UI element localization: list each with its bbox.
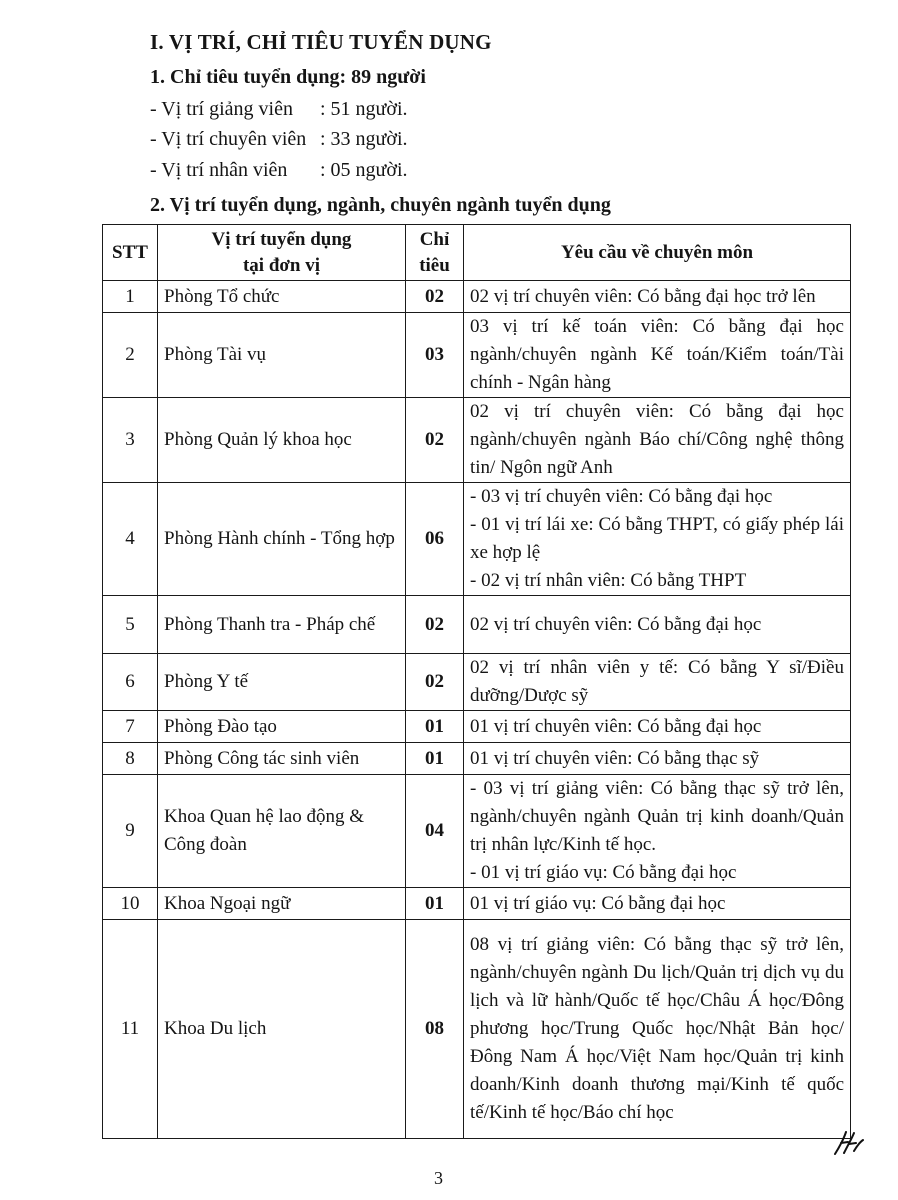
requirement-line: 02 vị trí nhân viên y tế: Có bằng Y sĩ/Điều dưỡng/Dược sỹ: [470, 657, 844, 706]
cell-requirements: [464, 398, 851, 483]
cell-quota: 02: [406, 654, 464, 711]
requirement-line: 01 vị trí chuyên viên: Có bằng đại học: [470, 715, 762, 737]
table-row: [103, 743, 851, 775]
requirement-line: 01 vị trí chuyên viên: Có bằng thạc sỹ: [470, 747, 760, 769]
table-row: [103, 281, 851, 313]
requirement-line: 01 vị trí giáo vụ: Có bằng đại học: [470, 892, 726, 914]
quota-line-value: : 33 người.: [320, 128, 408, 150]
cell-requirements: [464, 711, 851, 743]
cell-quota: 01: [406, 743, 464, 775]
header-quota-line: tiêu: [419, 254, 450, 276]
cell-unit: Phòng Tài vụ: [158, 313, 406, 398]
requirement-line: 02 vị trí chuyên viên: Có bằng đại học ngành/chuyên ngành Báo chí/Công nghệ thông tin/ Ngôn ngữ Anh: [470, 401, 844, 478]
initials-signature: [832, 1128, 866, 1158]
table-header-row: [103, 225, 851, 281]
cell-unit: Phòng Công tác sinh viên: [158, 743, 406, 775]
cell-requirements: [464, 888, 851, 920]
cell-requirements: [464, 920, 851, 1139]
cell-unit: Phòng Y tế: [158, 654, 406, 711]
cell-unit: Khoa Du lịch: [158, 920, 406, 1139]
cell-requirements: [464, 654, 851, 711]
quota-line-label: - Vị trí giảng viên: [150, 98, 293, 120]
cell-quota: 02: [406, 398, 464, 483]
header-requirements: Yêu cầu về chuyên môn: [464, 225, 851, 281]
quota-line-label: - Vị trí chuyên viên: [150, 128, 307, 150]
cell-requirements: [464, 483, 851, 596]
header-quota-line: Chỉ: [419, 228, 450, 250]
table-row: [103, 920, 851, 1139]
page-number: 3: [434, 1168, 443, 1188]
cell-unit: Phòng Hành chính - Tổng hợp: [158, 483, 406, 596]
section-title: I. VỊ TRÍ, CHỈ TIÊU TUYỂN DỤNG: [150, 30, 492, 54]
cell-quota: 01: [406, 711, 464, 743]
cell-requirements: [464, 313, 851, 398]
table-row: [103, 313, 851, 398]
cell-stt: 10: [103, 888, 158, 920]
positions-heading: 2. Vị trí tuyển dụng, ngành, chuyên ngành tuyển dụng: [150, 194, 611, 216]
table-row: [103, 483, 851, 596]
cell-requirements: [464, 281, 851, 313]
cell-requirements: [464, 775, 851, 888]
cell-unit: Phòng Thanh tra - Pháp chế: [158, 596, 406, 654]
table-row: [103, 775, 851, 888]
cell-stt: 2: [103, 313, 158, 398]
table-row: [103, 596, 851, 654]
cell-stt: 3: [103, 398, 158, 483]
cell-stt: 11: [103, 920, 158, 1139]
cell-quota: 02: [406, 596, 464, 654]
requirement-line: - 01 vị trí lái xe: Có bằng THPT, có giấy phép lái xe hợp lệ: [470, 514, 844, 563]
cell-stt: 7: [103, 711, 158, 743]
cell-requirements: [464, 743, 851, 775]
requirement-line: - 02 vị trí nhân viên: Có bằng THPT: [470, 570, 747, 591]
cell-stt: 1: [103, 281, 158, 313]
cell-unit: Phòng Quản lý khoa học: [158, 398, 406, 483]
cell-quota: 01: [406, 888, 464, 920]
cell-stt: 9: [103, 775, 158, 888]
header-unit: [158, 225, 406, 281]
quota-line-staff: [150, 159, 408, 182]
cell-stt: 5: [103, 596, 158, 654]
cell-unit: Phòng Đào tạo: [158, 711, 406, 743]
requirement-line: - 03 vị trí giảng viên: Có bằng thạc sỹ trở lên, ngành/chuyên ngành Quản trị kinh doanh/Quản trị nhân lực/Kinh tế học.: [470, 778, 844, 855]
header-unit-line: Vị trí tuyển dụng: [211, 228, 352, 250]
header-quota: [406, 225, 464, 281]
cell-requirements: [464, 596, 851, 654]
cell-unit: Khoa Ngoại ngữ: [158, 888, 406, 920]
table-row: [103, 398, 851, 483]
table-row: [103, 888, 851, 920]
cell-stt: 4: [103, 483, 158, 596]
quota-line-lecturer: [150, 98, 408, 121]
requirement-line: - 01 vị trí giáo vụ: Có bằng đại học: [470, 862, 737, 883]
cell-quota: 08: [406, 920, 464, 1139]
header-stt: STT: [103, 225, 158, 281]
table-row: [103, 654, 851, 711]
cell-stt: 6: [103, 654, 158, 711]
requirement-line: 08 vị trí giảng viên: Có bằng thạc sỹ trở lên, ngành/chuyên ngành Du lịch/Quản trị dịch vụ du lịch và lữ hành/Quốc tế học/Châu Á học/Đông phương học/Trung Quốc học/Nhật Bản học/Đông Nam Á học/Việt Nam học/Quản trị kinh doanh/Kinh doanh thương mại/Kinh tế quốc tế/Kinh tế học/Báo chí học: [470, 934, 844, 1123]
quota-line-value: : 51 người.: [320, 98, 408, 120]
requirement-line: - 03 vị trí chuyên viên: Có bằng đại học: [470, 486, 773, 507]
requirement-line: 02 vị trí chuyên viên: Có bằng đại học trở lên: [470, 285, 816, 307]
cell-stt: 8: [103, 743, 158, 775]
cell-unit: Phòng Tổ chức: [158, 281, 406, 313]
header-unit-line: tại đơn vị: [242, 254, 321, 276]
quota-line-label: - Vị trí nhân viên: [150, 159, 288, 181]
quota-heading: 1. Chỉ tiêu tuyển dụng: 89 người: [150, 66, 426, 88]
quota-line-specialist: [150, 128, 408, 151]
cell-quota: 03: [406, 313, 464, 398]
table-row: [103, 711, 851, 743]
cell-quota: 04: [406, 775, 464, 888]
cell-quota: 02: [406, 281, 464, 313]
quota-line-value: : 05 người.: [320, 159, 408, 181]
cell-unit: Khoa Quan hệ lao động & Công đoàn: [158, 775, 406, 888]
requirement-line: 02 vị trí chuyên viên: Có bằng đại học: [470, 613, 762, 635]
cell-quota: 06: [406, 483, 464, 596]
requirement-line: 03 vị trí kế toán viên: Có bằng đại học ngành/chuyên ngành Kế toán/Kiểm toán/Tài chính - Ngân hàng: [470, 316, 844, 393]
positions-table: [102, 224, 851, 1139]
